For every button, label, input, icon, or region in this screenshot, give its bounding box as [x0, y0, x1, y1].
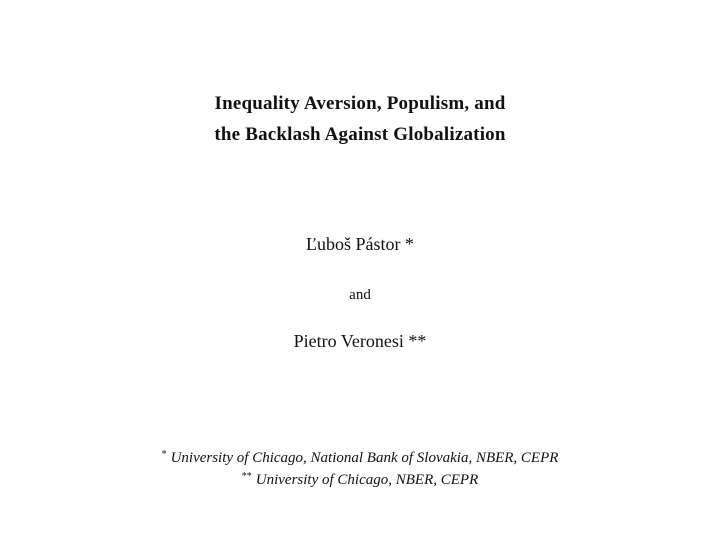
- title-line-1: Inequality Aversion, Populism, and: [214, 93, 506, 114]
- affiliation-2-text: University of Chicago, NBER, CEPR: [255, 472, 479, 488]
- author-conjunction: and: [349, 287, 371, 303]
- affiliation-2: [0, 471, 720, 489]
- paper-title: [0, 88, 720, 150]
- affiliation-2-mark: **: [241, 471, 252, 482]
- author-2: Pietro Veronesi **: [293, 331, 427, 351]
- affiliation-1-text: University of Chicago, National Bank of Slovakia, NBER, CEPR: [170, 450, 559, 466]
- author-1: Ľuboš Pástor *: [306, 234, 414, 254]
- title-line-2: the Backlash Against Globalization: [214, 124, 506, 145]
- affiliation-1-mark: *: [161, 449, 167, 460]
- affiliation-1: [0, 449, 720, 467]
